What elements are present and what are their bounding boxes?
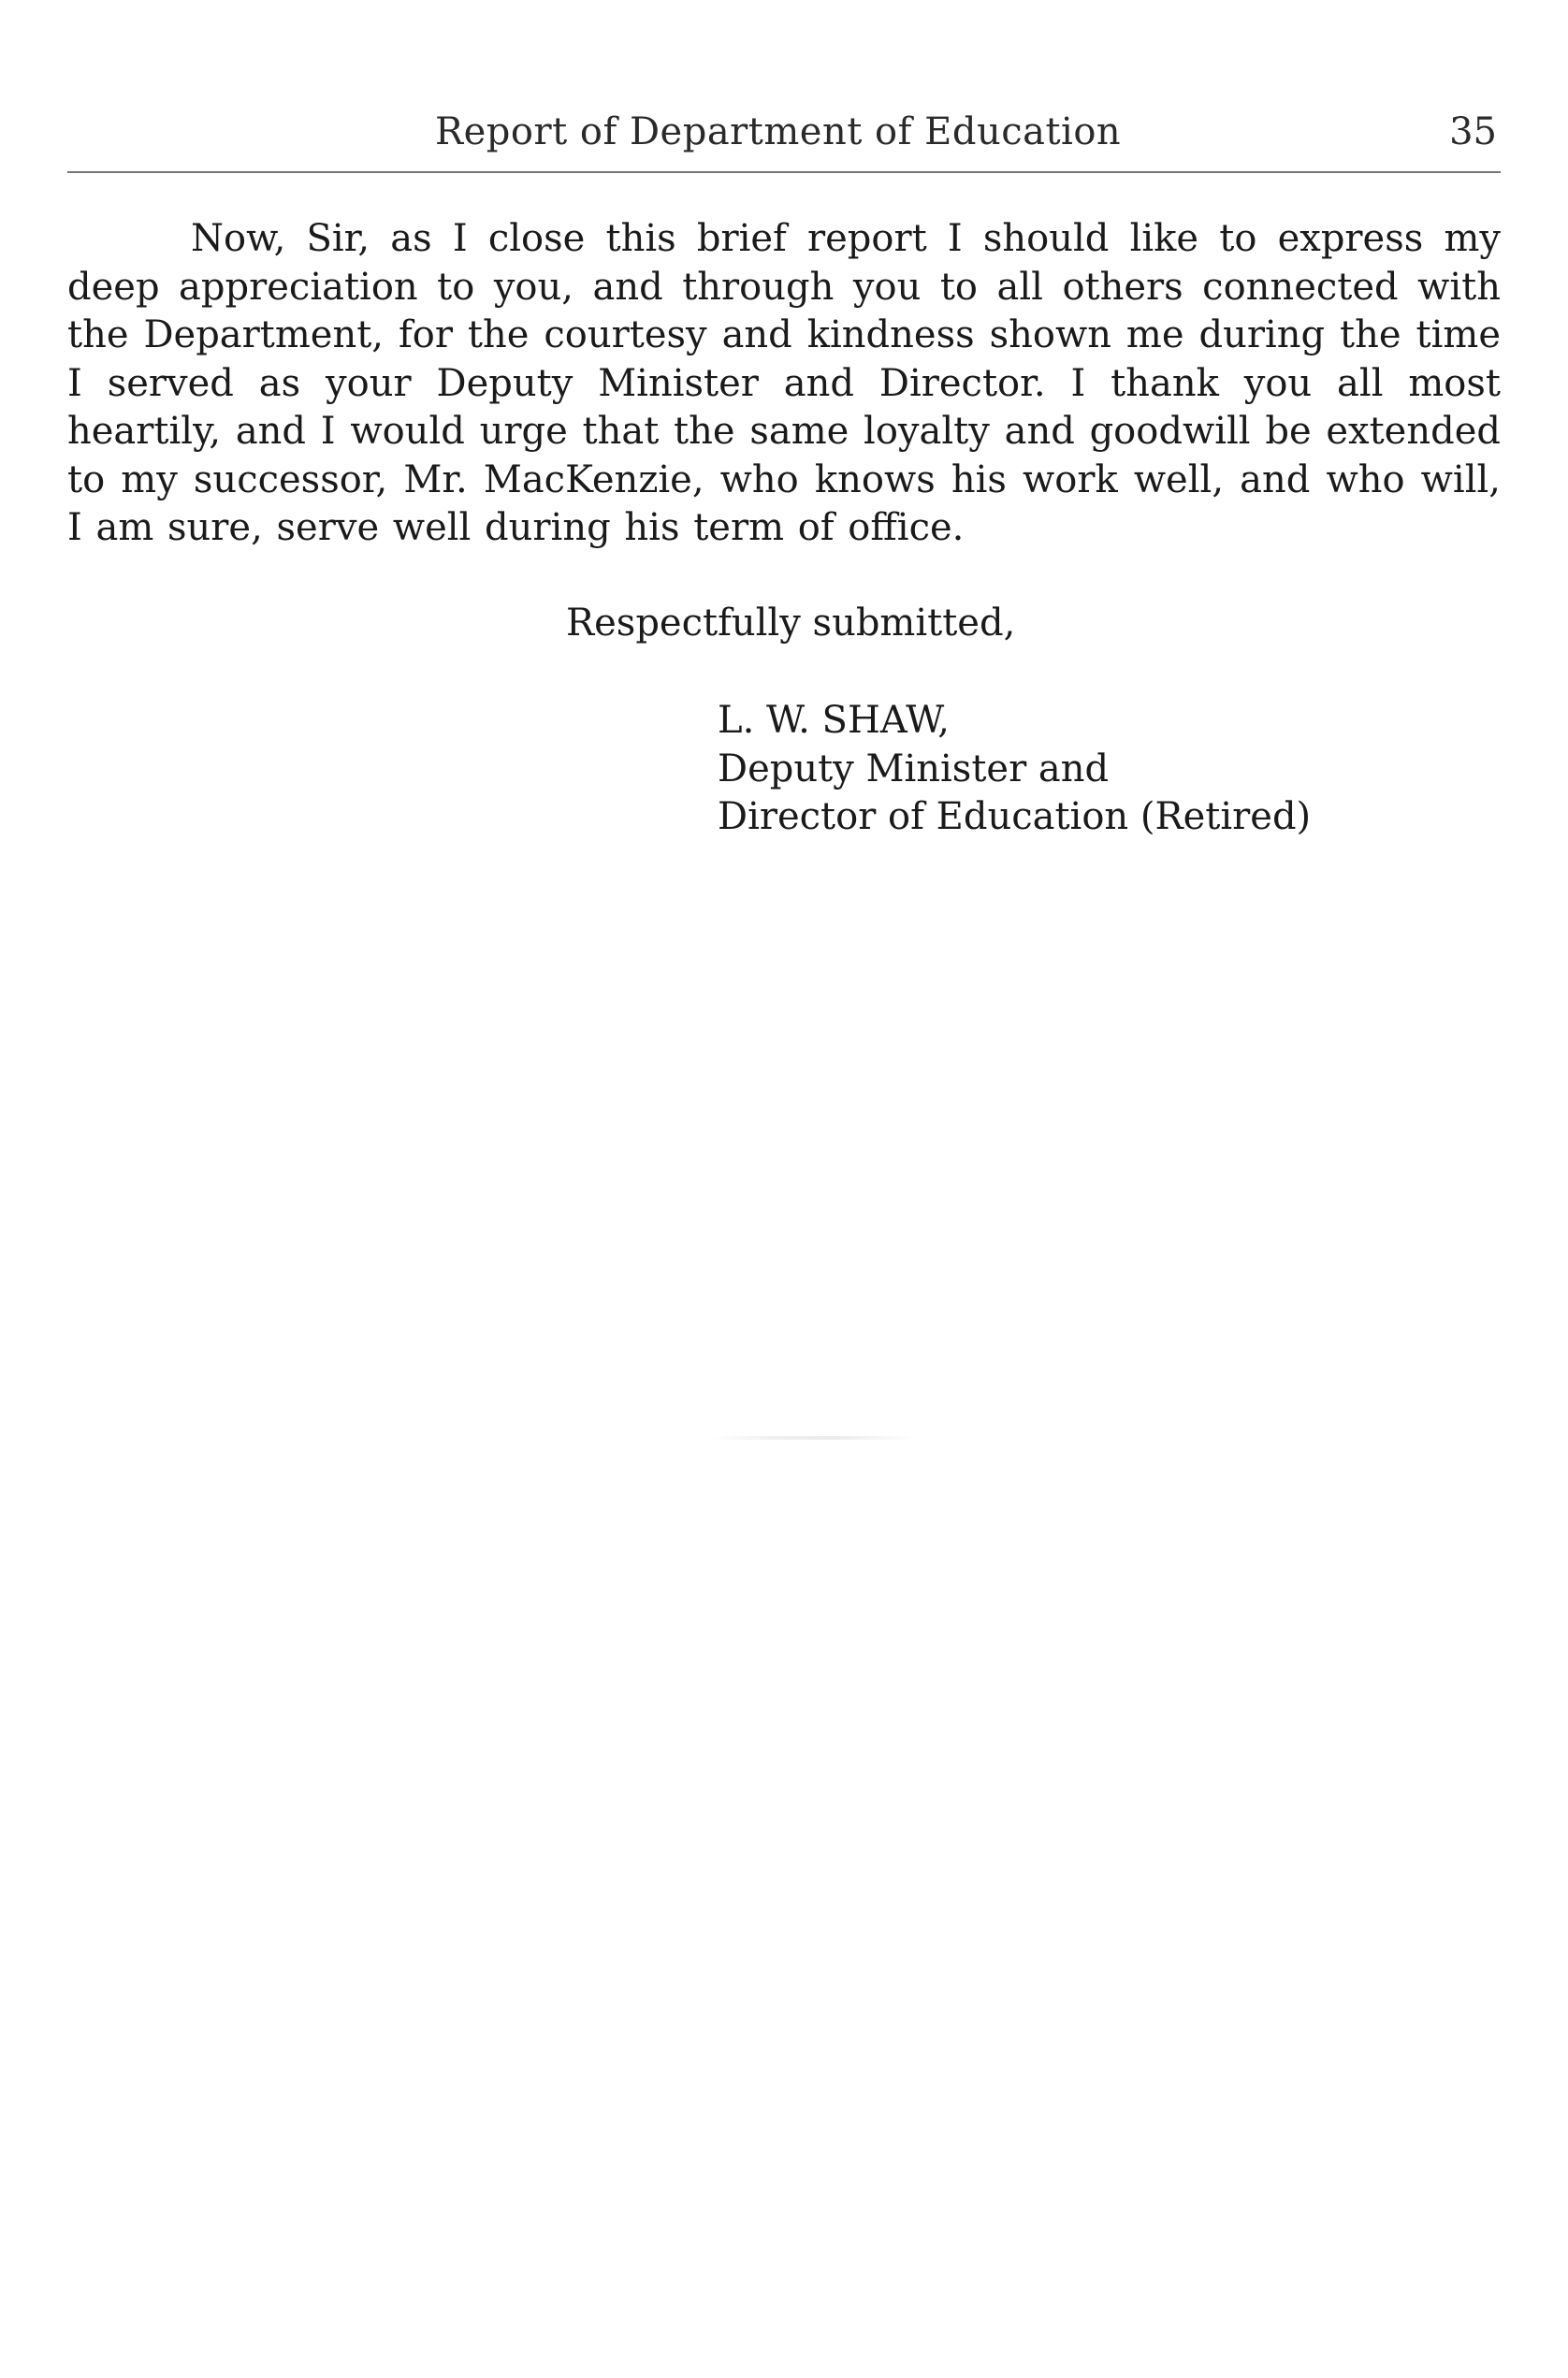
paragraph-line: the Department, for the courtesy and kindness shown me during the time — [67, 313, 1501, 356]
paragraph-line: heartily, and I would urge that the same loyalty and goodwill be extended — [67, 410, 1501, 453]
signatory-title-line-2: Director of Education (Retired) — [718, 795, 1312, 838]
closing-salutation: Respectfully submitted, — [566, 602, 1016, 645]
page-number: 35 — [1449, 110, 1497, 153]
paragraph-line: I am sure, serve well during his term of office. — [67, 506, 965, 549]
header-rule — [67, 171, 1501, 173]
paragraph-line: deep appreciation to you, and through you to all others connected with — [67, 265, 1501, 309]
body-paragraph — [67, 215, 1501, 553]
running-head-title: Report of Department of Education — [435, 110, 1122, 153]
signatory-title-line-1: Deputy Minister and — [718, 747, 1110, 790]
scan-artifact — [711, 1436, 917, 1440]
signature-block — [718, 697, 1311, 842]
paragraph-line: to my successor, Mr. MacKenzie, who knows his work well, and who will, — [67, 457, 1501, 501]
signatory-name: L. W. SHAW, — [718, 699, 950, 742]
paragraph-line: I served as your Deputy Minister and Director. I thank you all most — [67, 361, 1501, 405]
paragraph-line: Now, Sir, as I close this brief report I should like to express my — [191, 217, 1501, 260]
